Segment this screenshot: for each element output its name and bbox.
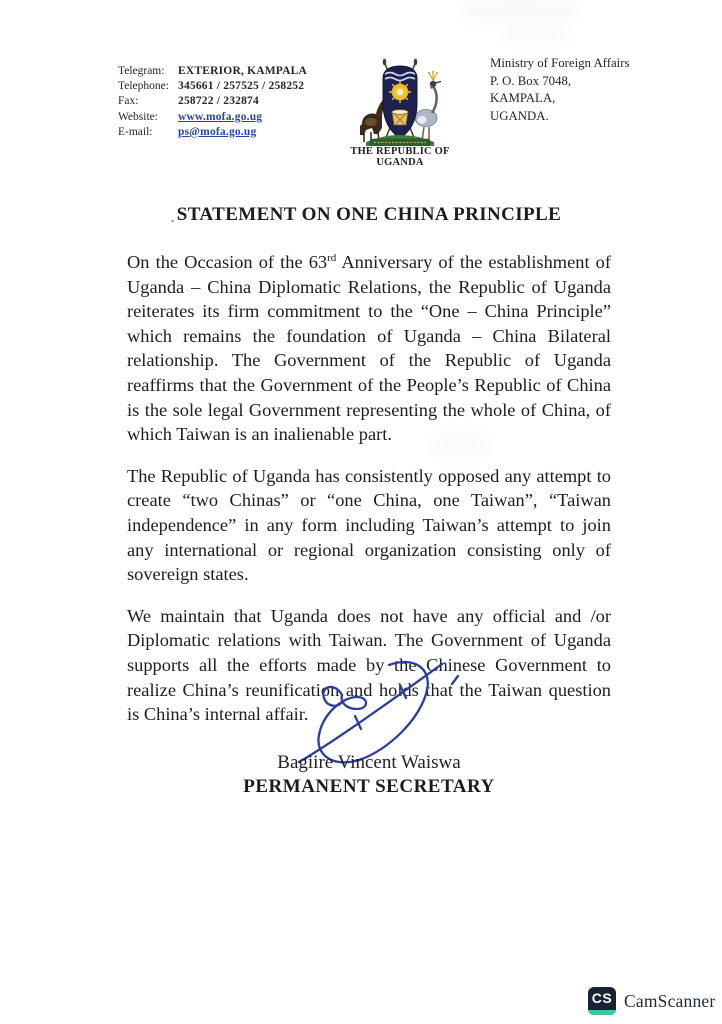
ministry-address [490, 55, 629, 125]
contact-row-fax [118, 94, 307, 109]
camscanner-watermark [588, 986, 715, 1016]
paragraph-1-text: On the Occasion of the 63 [127, 252, 328, 272]
document-title: STATEMENT ON ONE CHINA PRINCIPLE [176, 204, 562, 225]
telegram-label: Telegram: [118, 65, 165, 77]
camscanner-icon-text: CS [591, 990, 613, 1006]
website-link[interactable]: www.mofa.go.ug [178, 110, 263, 123]
paragraph-2: The Republic of Uganda has consistently opposed any attempt to create “two Chinas” or “one China, one Taiwan”, “Taiwan independence” in any form including Taiwan’s attempt to join any international or regional organization consisting only of sovereign states. [127, 465, 611, 585]
email-label: E-mail: [118, 125, 153, 138]
address-line-country: UGANDA. [490, 108, 549, 123]
address-line-pobox: P. O. Box 7048, [490, 73, 572, 88]
fax-label: Fax: [118, 95, 139, 108]
letterhead-contacts [118, 64, 307, 140]
signatory-name: Bagiire Vincent Waiswa [277, 752, 461, 773]
contact-row-website [118, 110, 307, 125]
paragraph-1 [127, 250, 611, 447]
scan-noise [460, 2, 580, 20]
address-line-ministry: Ministry of Foreign Affairs [490, 56, 630, 70]
uganda-coat-of-arms-icon [338, 58, 462, 146]
emblem-caption: THE REPUBLIC OF UGANDA [350, 146, 450, 168]
signatory-title: PERMANENT SECRETARY [243, 776, 495, 797]
camscanner-icon [588, 987, 616, 1015]
email-link[interactable]: ps@mofa.go.ug [178, 125, 257, 138]
website-label: Website: [118, 110, 158, 123]
document-body [127, 250, 611, 744]
paragraph-1-text-cont: Anniversary of the establishment of Uganda – China Diplomatic Relations, the Republic of Uganda reiterates its firm commitment to the “One – China Principle” which remains the foundation of Uganda – China Bilateral relationship. The Government of the Republic of Uganda reaffirms that the Government of the People’s Republic of China is the sole legal Government representing the whole of China, of which Taiwan is an inalienable part. [127, 252, 611, 445]
telephone-value: 345661 / 257525 / 258252 [178, 80, 305, 93]
camscanner-label: CamScanner [624, 990, 716, 1011]
fax-value: 258722 / 232874 [178, 95, 259, 108]
telephone-label: Telephone: [118, 80, 169, 93]
address-line-city: KAMPALA, [490, 91, 556, 105]
scan-noise [500, 28, 570, 42]
contact-row-telephone [118, 79, 307, 94]
telegram-value: EXTERIOR, KAMPALA [178, 65, 308, 77]
paragraph-3: We maintain that Uganda does not have any official and /or Diplomatic relations with Taiwan. The Government of Uganda supports all the efforts made by the Chinese Government to realize China’s reunification and holds that the Taiwan question is China’s internal affair. [127, 605, 611, 725]
signature-block [127, 752, 611, 798]
contact-row-email [118, 125, 307, 140]
ordinal-superscript: rd [327, 251, 337, 264]
contact-row-telegram [118, 64, 307, 79]
